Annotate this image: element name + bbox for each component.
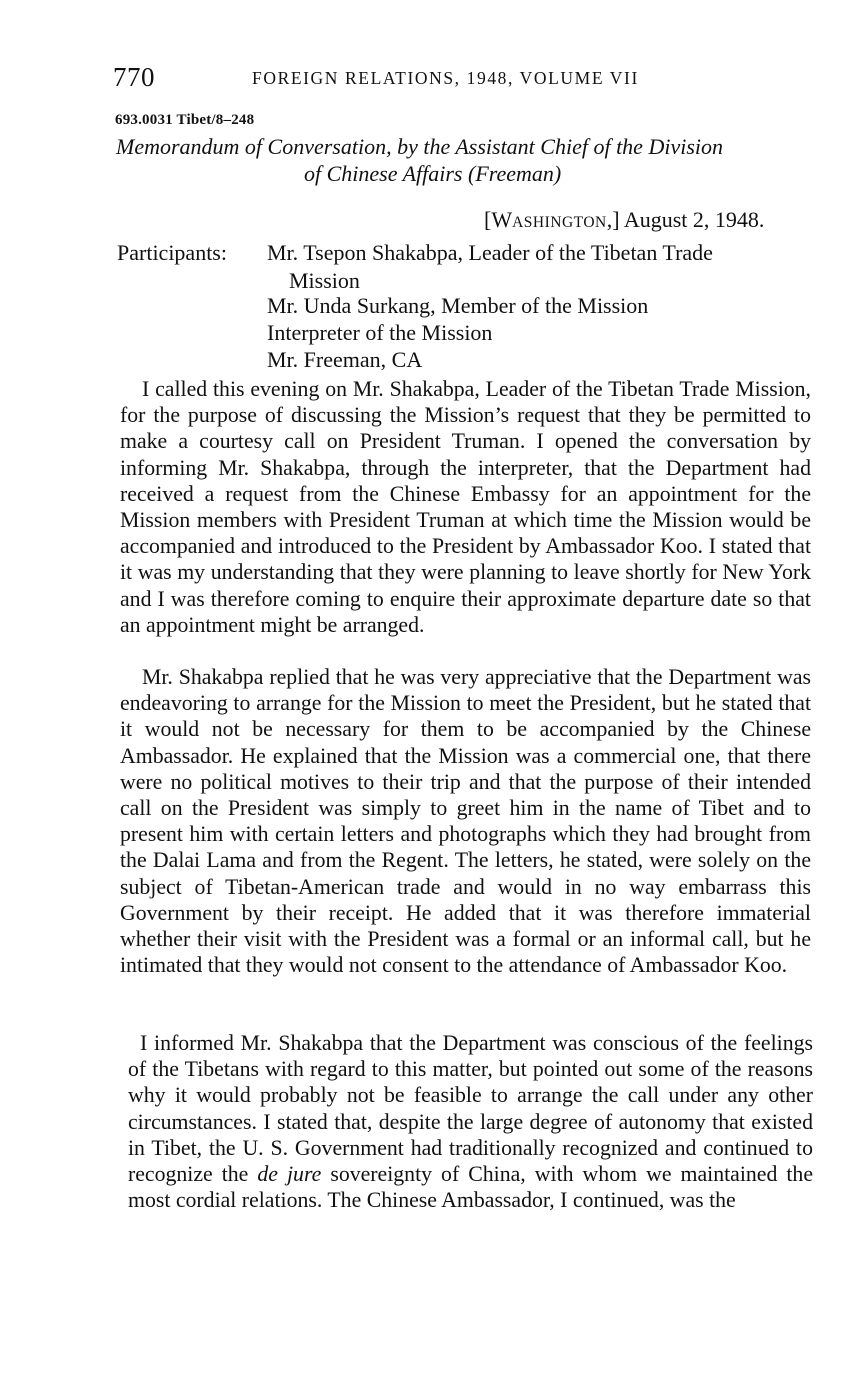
body-paragraph — [128, 1030, 813, 1213]
dateline-place-rest: ASHINGTON — [512, 214, 607, 231]
running-header: FOREIGN RELATIONS, 1948, VOLUME VII — [252, 68, 639, 88]
page-number: 770 — [113, 62, 155, 92]
document-title-line-2: of Chinese Affairs (Freeman) — [304, 161, 562, 186]
paragraph-text: I informed Mr. Shakabpa that the Department was conscious of the feelings of the Tibetans with regard to this matter, but pointed out some of the reasons why it would probably not be feasible to arrange the call under any other circumstances. I stated that, despite the large degree of autonomy that existed in Tibet, the U. S. Government had traditionally recognized and continued to recognize the — [128, 1031, 813, 1187]
body-paragraph: Mr. Shakabpa replied that he was very appreciative that the Department was endeavoring to arrange for the Mission to meet the President, but he stated that it would not be necessary for them to be accompanied by the Chinese Ambassador. He explained that the Mission was a commercial one, that there were no political motives to their trip and that the purpose of their intended call on the President was simply to greet him in the name of Tibet and to present him with certain letters and photographs which they had brought from the Dalai Lama and from the Regent. The letters, he stated, were solely on the subject of Tibetan-American trade and would in no way embarrass this Government by their receipt. He added that it was therefore immaterial whether their visit with the President was a formal or an informal call, but he intimated that they would not consent to the attendance of Ambassador Koo. — [120, 665, 811, 978]
participant-line: Mission — [289, 268, 360, 293]
participant-line: Mr. Freeman, CA — [267, 347, 423, 372]
dateline — [484, 207, 764, 233]
dateline-bracket-close: ,] — [606, 207, 620, 232]
body-paragraph: I called this evening on Mr. Shakabpa, Leader of the Tibetan Trade Mission, for the purpose of discussing the Mission’s request that they be permitted to make a courtesy call on President Truman. I opened the conversation by informing Mr. Shakabpa, through the interpreter, that the Department had received a request from the Chinese Embassy for an appointment for the Mission members with President Truman at which time the Mission would be accompanied and introduced to the President by Ambassador Koo. I stated that it was my understanding that they were planning to leave shortly for New York and I was therefore coming to enquire their approximate departure date so that an appointment might be arranged. — [120, 377, 811, 637]
participant-line: Interpreter of the Mission — [267, 320, 493, 345]
italic-term: de jure — [257, 1162, 322, 1187]
document-title-line-1: Memorandum of Conversation, by the Assistant Chief of the Division — [116, 134, 723, 159]
dateline-place-initial: W — [491, 207, 513, 232]
paragraph-text: sovereignty of China, with whom we maintained the most cordial relations. The Chinese Ambassador, I continued, was the — [128, 1162, 814, 1213]
participants-label: Participants: — [117, 240, 227, 265]
participant-line: Mr. Tsepon Shakabpa, Leader of the Tibetan Trade — [267, 240, 713, 265]
participant-line: Mr. Unda Surkang, Member of the Mission — [267, 293, 649, 318]
file-number: 693.0031 Tibet/8–248 — [115, 112, 255, 128]
dateline-bracket-open: [ — [484, 207, 492, 232]
dateline-date: August 2, 1948. — [623, 207, 765, 232]
